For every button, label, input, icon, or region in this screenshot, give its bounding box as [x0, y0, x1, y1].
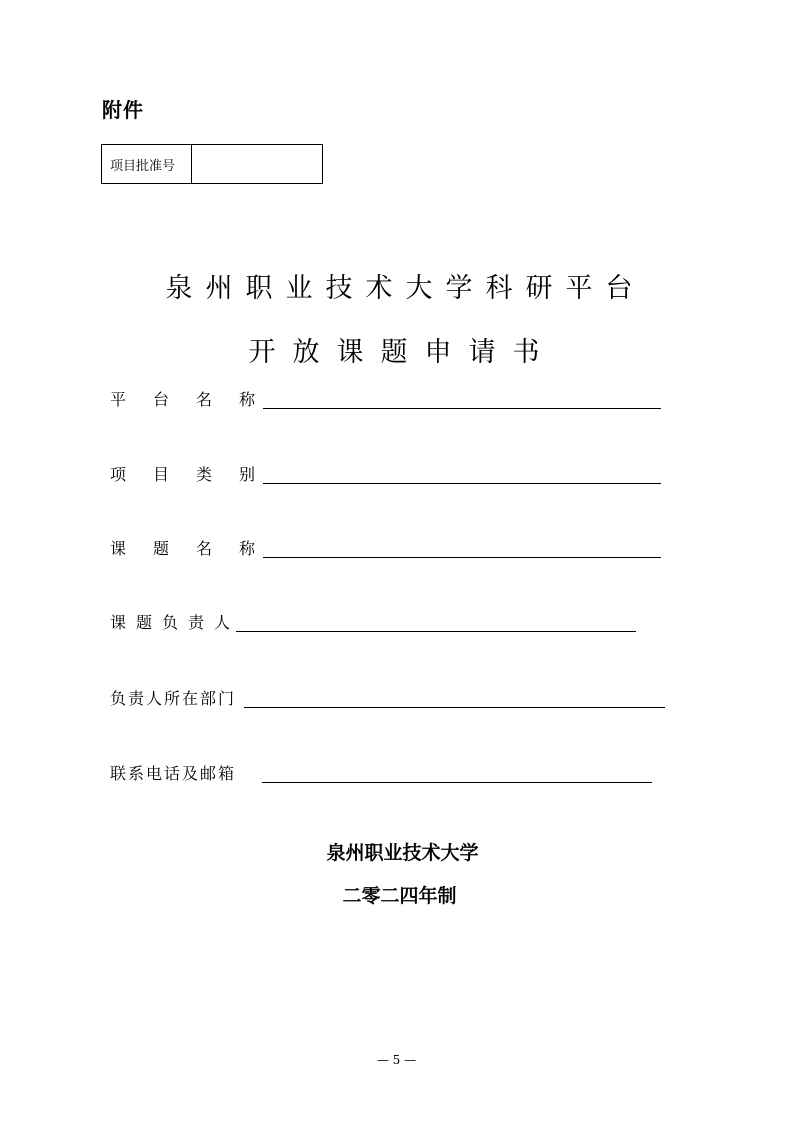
approval-number-field[interactable]	[192, 145, 322, 183]
footer-school-name: 泉州职业技术大学	[326, 842, 479, 864]
leader-department-field[interactable]	[244, 707, 665, 708]
project-category-label: 项目类别	[110, 465, 283, 484]
leader-department-row	[110, 689, 665, 709]
approval-number-box	[101, 144, 323, 184]
project-category-field[interactable]	[263, 483, 661, 484]
topic-name-label: 课题名称	[110, 539, 283, 558]
footer-year: 二零二四年制	[342, 885, 457, 907]
topic-leader-label: 课题负责人	[110, 613, 241, 632]
approval-number-label: 项目批准号	[102, 145, 192, 183]
document-title-line1: 泉州职业技术大学科研平台	[165, 273, 646, 304]
page-number: — 5 —	[376, 1053, 417, 1067]
platform-name-field[interactable]	[263, 408, 661, 409]
project-category-row	[110, 465, 661, 485]
topic-leader-row	[110, 613, 636, 633]
topic-name-row	[110, 539, 661, 559]
leader-department-label: 负责人所在部门	[110, 689, 237, 708]
contact-row	[110, 764, 652, 784]
topic-name-field[interactable]	[263, 557, 661, 558]
document-title-line2: 开放课题申请书	[248, 337, 557, 368]
platform-name-row	[110, 390, 661, 410]
attachment-heading: 附件	[102, 98, 144, 122]
contact-label: 联系电话及邮箱	[110, 764, 237, 783]
topic-leader-field[interactable]	[236, 631, 636, 632]
contact-field[interactable]	[262, 782, 652, 783]
platform-name-label: 平台名称	[110, 390, 283, 409]
